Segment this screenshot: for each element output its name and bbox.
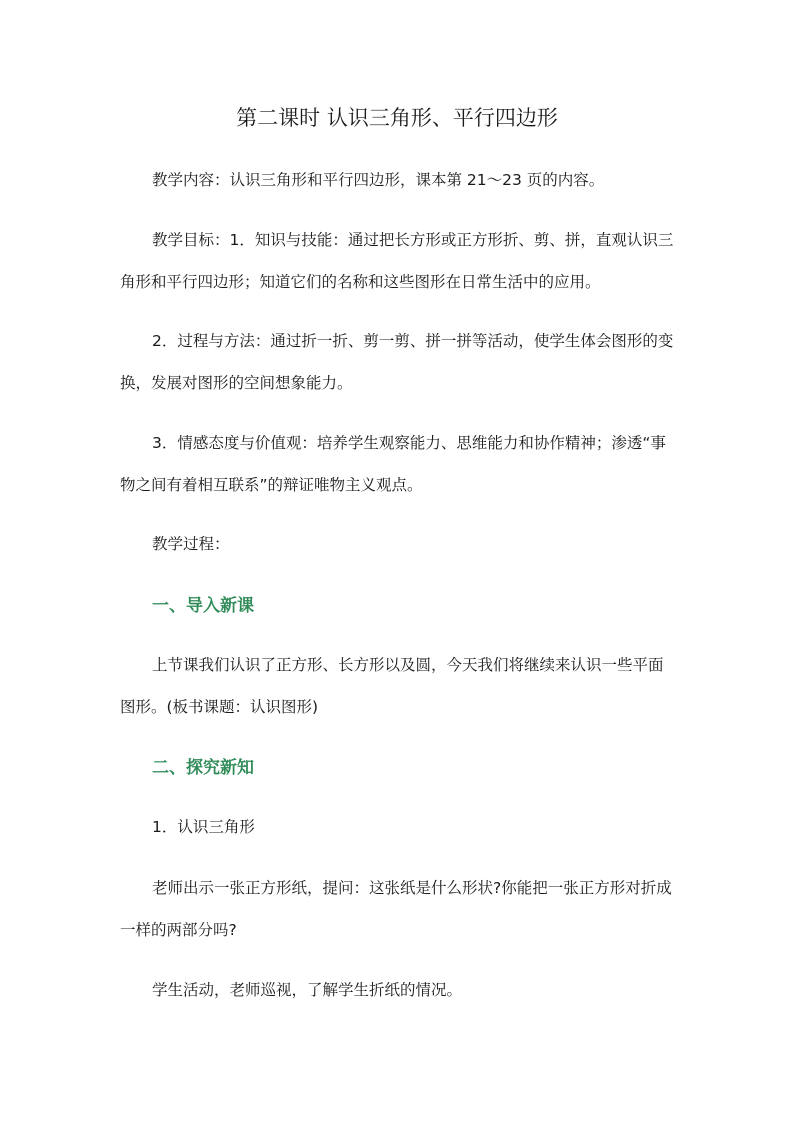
section-heading-explore: 二、探究新知 [152, 758, 254, 778]
lesson-title: 第二课时 认识三角形、平行四边形 [236, 106, 558, 130]
teaching-content-paragraph: 教学内容：认识三角形和平行四边形，课本第 21～23 页的内容。 [152, 171, 605, 189]
teaching-goal-1-paragraph: 教学目标：1．知识与技能：通过把长方形或正方形折、剪、拼，直观认识三角形和平行四边形；知道它们的名称和这些图形在日常生活中的应用。 [120, 231, 674, 291]
intro-paragraph: 上节课我们认识了正方形、长方形以及圆，今天我们将继续来认识一些平面图形。(板书课题：认识图形) [120, 656, 664, 716]
student-activity-paragraph: 学生活动，老师巡视，了解学生折纸的情况。 [152, 981, 463, 999]
teaching-goal-2-paragraph: 2．过程与方法：通过折一折、剪一剪、拼一拼等活动，使学生体会图形的变换，发展对图形的空间想象能力。 [120, 332, 674, 392]
section-heading-intro: 一、导入新课 [152, 596, 254, 616]
teaching-process-label: 教学过程： [152, 535, 230, 553]
teacher-activity-paragraph: 老师出示一张正方形纸，提问：这张纸是什么形状?你能把一张正方形对折成一样的两部分吗? [120, 879, 672, 939]
teaching-goal-3-paragraph: 3．情感态度与价值观：培养学生观察能力、思维能力和协作精神；渗透“事物之间有着相互联系”的辩证唯物主义观点。 [120, 434, 666, 494]
step-1-label: 1．认识三角形 [152, 818, 255, 836]
